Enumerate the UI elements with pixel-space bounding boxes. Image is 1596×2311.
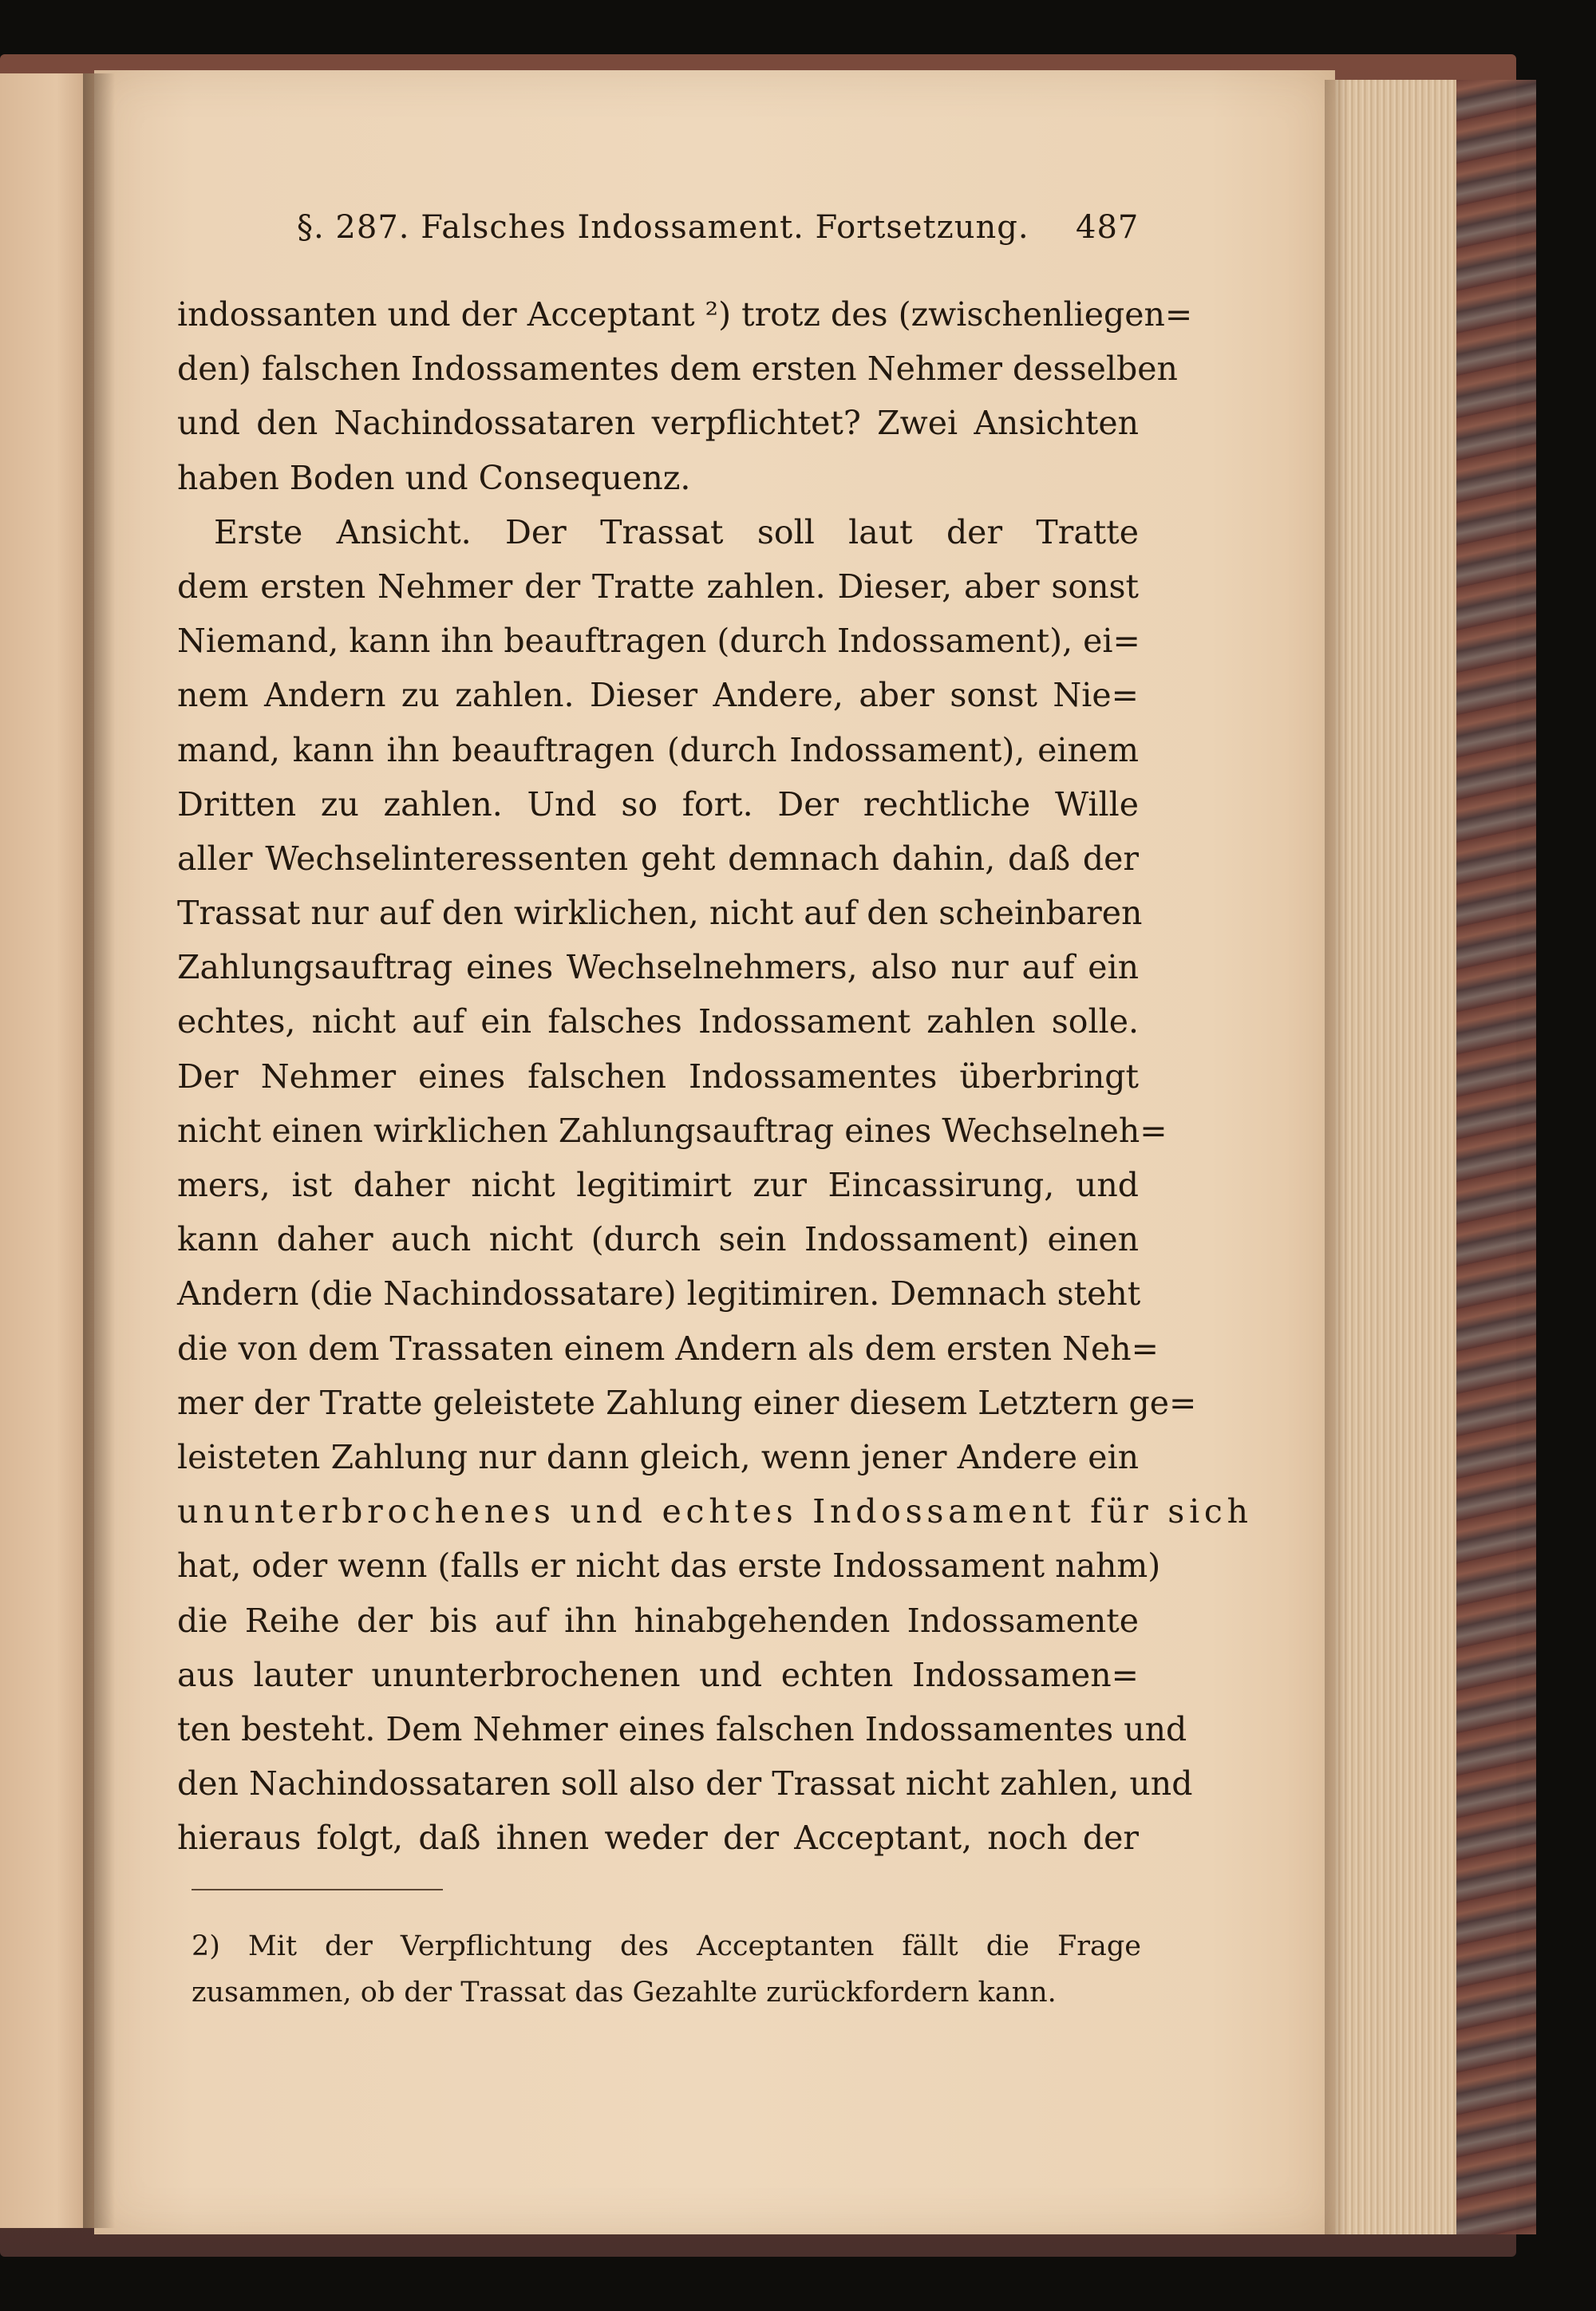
text-line: mer der Tratte geleistete Zahlung einer diesem Letztern ge= bbox=[177, 1383, 1197, 1422]
page-number: 487 bbox=[1076, 209, 1140, 246]
text-line: den Nachindossataren soll also der Trassat nicht zahlen, und bbox=[177, 1764, 1193, 1803]
text-line: haben Boden und Consequenz. bbox=[177, 458, 691, 497]
text-line: Niemand, kann ihn beauftragen (durch Indossament), ei= bbox=[177, 622, 1140, 661]
text-line: Erste Ansicht. Der Trassat soll laut der Tratte bbox=[214, 512, 1139, 551]
text-line: die von dem Trassaten einem Andern als dem ersten Neh= bbox=[177, 1329, 1159, 1368]
text-line: Der Nehmer eines falschen Indossamentes überbringt bbox=[177, 1057, 1139, 1096]
page-edge-shadow bbox=[1325, 80, 1349, 2234]
footnote bbox=[192, 1923, 1141, 2016]
text-line: Andern (die Nachindossatare) legitimiren. Demnach steht bbox=[177, 1274, 1141, 1314]
text-line: hat, oder wenn (falls er nicht das erste Indossament nahm) bbox=[177, 1547, 1161, 1586]
text-line: den) falschen Indossamentes dem ersten Nehmer desselben bbox=[177, 350, 1178, 389]
text-line: ten besteht. Dem Nehmer eines falschen Indossamentes und bbox=[177, 1709, 1187, 1748]
text-line: dem ersten Nehmer der Tratte zahlen. Dieser, aber sonst bbox=[177, 567, 1139, 606]
text-line: nem Andern zu zahlen. Dieser Andere, aber sonst Nie= bbox=[177, 676, 1139, 715]
text-line: ununterbrochenes und echtes Indossament für sich bbox=[177, 1492, 1253, 1531]
text-line: indossanten und der Acceptant ²) trotz des (zwischenliegen= bbox=[177, 295, 1193, 334]
running-title: §. 287. Falsches Indossament. Fortsetzung. bbox=[297, 209, 1029, 246]
left-facing-page bbox=[0, 73, 94, 2228]
text-line: die Reihe der bis auf ihn hinabgehenden Indossamente bbox=[177, 1601, 1139, 1640]
body-text bbox=[177, 287, 1253, 1865]
marbled-binding bbox=[1452, 80, 1536, 2234]
text-line: leisteten Zahlung nur dann gleich, wenn jener Andere ein bbox=[177, 1437, 1139, 1476]
text-line: echtes, nicht auf ein falsches Indossament zahlen solle. bbox=[177, 1002, 1139, 1041]
text-line: kann daher auch nicht (durch sein Indossament) einen bbox=[177, 1220, 1139, 1259]
text-line: Zahlungsauftrag eines Wechselnehmers, also nur auf ein bbox=[177, 948, 1139, 987]
running-header bbox=[297, 209, 1140, 246]
text-line: Dritten zu zahlen. Und so fort. Der rechtliche Wille bbox=[177, 784, 1139, 824]
footnote-rule bbox=[192, 1889, 443, 1890]
text-line: hieraus folgt, daß ihnen weder der Acceptant, noch der bbox=[177, 1819, 1139, 1858]
text-line: nicht einen wirklichen Zahlungsauftrag eines Wechselneh= bbox=[177, 1111, 1167, 1150]
text-line: mand, kann ihn beauftragen (durch Indossament), einem bbox=[177, 730, 1139, 769]
text-line: aller Wechselinteressenten geht demnach dahin, daß der bbox=[177, 839, 1139, 878]
footnote-line: 2) Mit der Verpflichtung des Acceptanten fällt die Frage bbox=[192, 1930, 1141, 1962]
footnote-line: zusammen, ob der Trassat das Gezahlte zurückfordern kann. bbox=[192, 1977, 1057, 2009]
text-line: und den Nachindossataren verpflichtet? Zwei Ansichten bbox=[177, 404, 1139, 443]
text-line: Trassat nur auf den wirklichen, nicht auf den scheinbaren bbox=[177, 894, 1143, 933]
gutter-shadow bbox=[83, 73, 115, 2228]
text-line: mers, ist daher nicht legitimirt zur Eincassirung, und bbox=[177, 1166, 1139, 1204]
text-line: aus lauter ununterbrochenen und echten Indossamen= bbox=[177, 1655, 1139, 1694]
